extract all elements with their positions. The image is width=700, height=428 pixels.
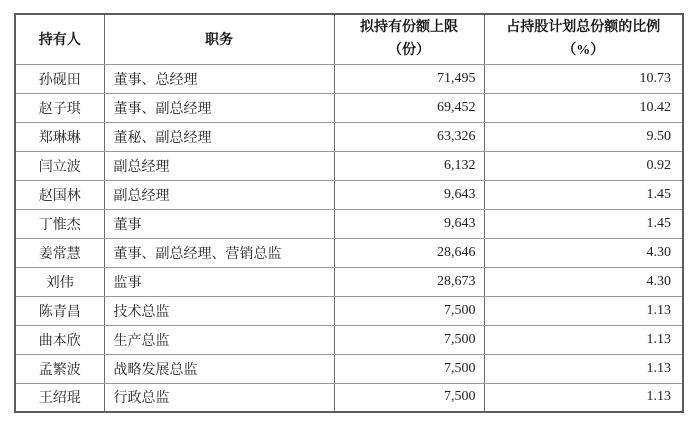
col-header-shares-line1: 拟持有份额上限 [360, 20, 458, 36]
table-row [15, 122, 683, 151]
cell-shares: 63,326 [334, 122, 484, 151]
cell-ratio: 1.13 [484, 354, 683, 383]
cell-position: 监事 [104, 267, 334, 296]
table-row [15, 267, 683, 296]
table-row [15, 296, 683, 325]
table-row [15, 354, 683, 383]
cell-holder-name: 赵子琪 [15, 93, 104, 122]
table-row [15, 325, 683, 354]
table-row [15, 238, 683, 267]
cell-ratio: 1.45 [484, 180, 683, 209]
cell-position: 董事、副总经理 [104, 93, 334, 122]
cell-position: 行政总监 [104, 383, 334, 412]
cell-shares: 7,500 [334, 354, 484, 383]
cell-ratio: 4.30 [484, 238, 683, 267]
col-header-ratio-line2: （%） [562, 43, 605, 59]
cell-shares: 7,500 [334, 325, 484, 354]
cell-ratio: 10.73 [484, 64, 683, 93]
cell-shares: 9,643 [334, 209, 484, 238]
cell-position: 副总经理 [104, 151, 334, 180]
cell-ratio: 0.92 [484, 151, 683, 180]
col-header-ratio [484, 14, 683, 64]
col-header-shares-line2: （份） [388, 43, 430, 59]
cell-position: 生产总监 [104, 325, 334, 354]
cell-ratio: 1.13 [484, 325, 683, 354]
cell-ratio: 1.13 [484, 383, 683, 412]
cell-holder-name: 闫立波 [15, 151, 104, 180]
cell-shares: 9,643 [334, 180, 484, 209]
cell-holder-name: 王绍琨 [15, 383, 104, 412]
cell-shares: 6,132 [334, 151, 484, 180]
cell-ratio: 10.42 [484, 93, 683, 122]
cell-holder-name: 孟繁波 [15, 354, 104, 383]
cell-shares: 7,500 [334, 383, 484, 412]
cell-holder-name: 刘伟 [15, 267, 104, 296]
table-row [15, 64, 683, 93]
cell-holder-name: 孙砚田 [15, 64, 104, 93]
cell-shares: 69,452 [334, 93, 484, 122]
table-row [15, 383, 683, 412]
cell-ratio: 1.45 [484, 209, 683, 238]
col-header-position: 职务 [104, 14, 334, 64]
cell-position: 董秘、副总经理 [104, 122, 334, 151]
cell-ratio: 9.50 [484, 122, 683, 151]
cell-ratio: 4.30 [484, 267, 683, 296]
cell-holder-name: 姜常慧 [15, 238, 104, 267]
cell-position: 董事、总经理 [104, 64, 334, 93]
cell-shares: 7,500 [334, 296, 484, 325]
table-row [15, 93, 683, 122]
table-row [15, 180, 683, 209]
cell-holder-name: 赵国林 [15, 180, 104, 209]
cell-ratio: 1.13 [484, 296, 683, 325]
holders-table [14, 13, 684, 413]
cell-position: 董事 [104, 209, 334, 238]
cell-holder-name: 曲本欣 [15, 325, 104, 354]
cell-holder-name: 郑琳琳 [15, 122, 104, 151]
table-row [15, 151, 683, 180]
cell-shares: 28,646 [334, 238, 484, 267]
cell-position: 董事、副总经理、营销总监 [104, 238, 334, 267]
cell-shares: 71,495 [334, 64, 484, 93]
cell-holder-name: 丁惟杰 [15, 209, 104, 238]
table-row [15, 209, 683, 238]
col-header-ratio-line1: 占持股计划总份额的比例 [506, 20, 661, 36]
cell-position: 技术总监 [104, 296, 334, 325]
cell-position: 战略发展总监 [104, 354, 334, 383]
col-header-shares [334, 14, 484, 64]
cell-shares: 28,673 [334, 267, 484, 296]
col-header-holder: 持有人 [15, 14, 104, 64]
cell-holder-name: 陈青昌 [15, 296, 104, 325]
table-header-row [15, 14, 683, 64]
table-header [15, 14, 683, 64]
table-body [15, 64, 683, 412]
cell-position: 副总经理 [104, 180, 334, 209]
